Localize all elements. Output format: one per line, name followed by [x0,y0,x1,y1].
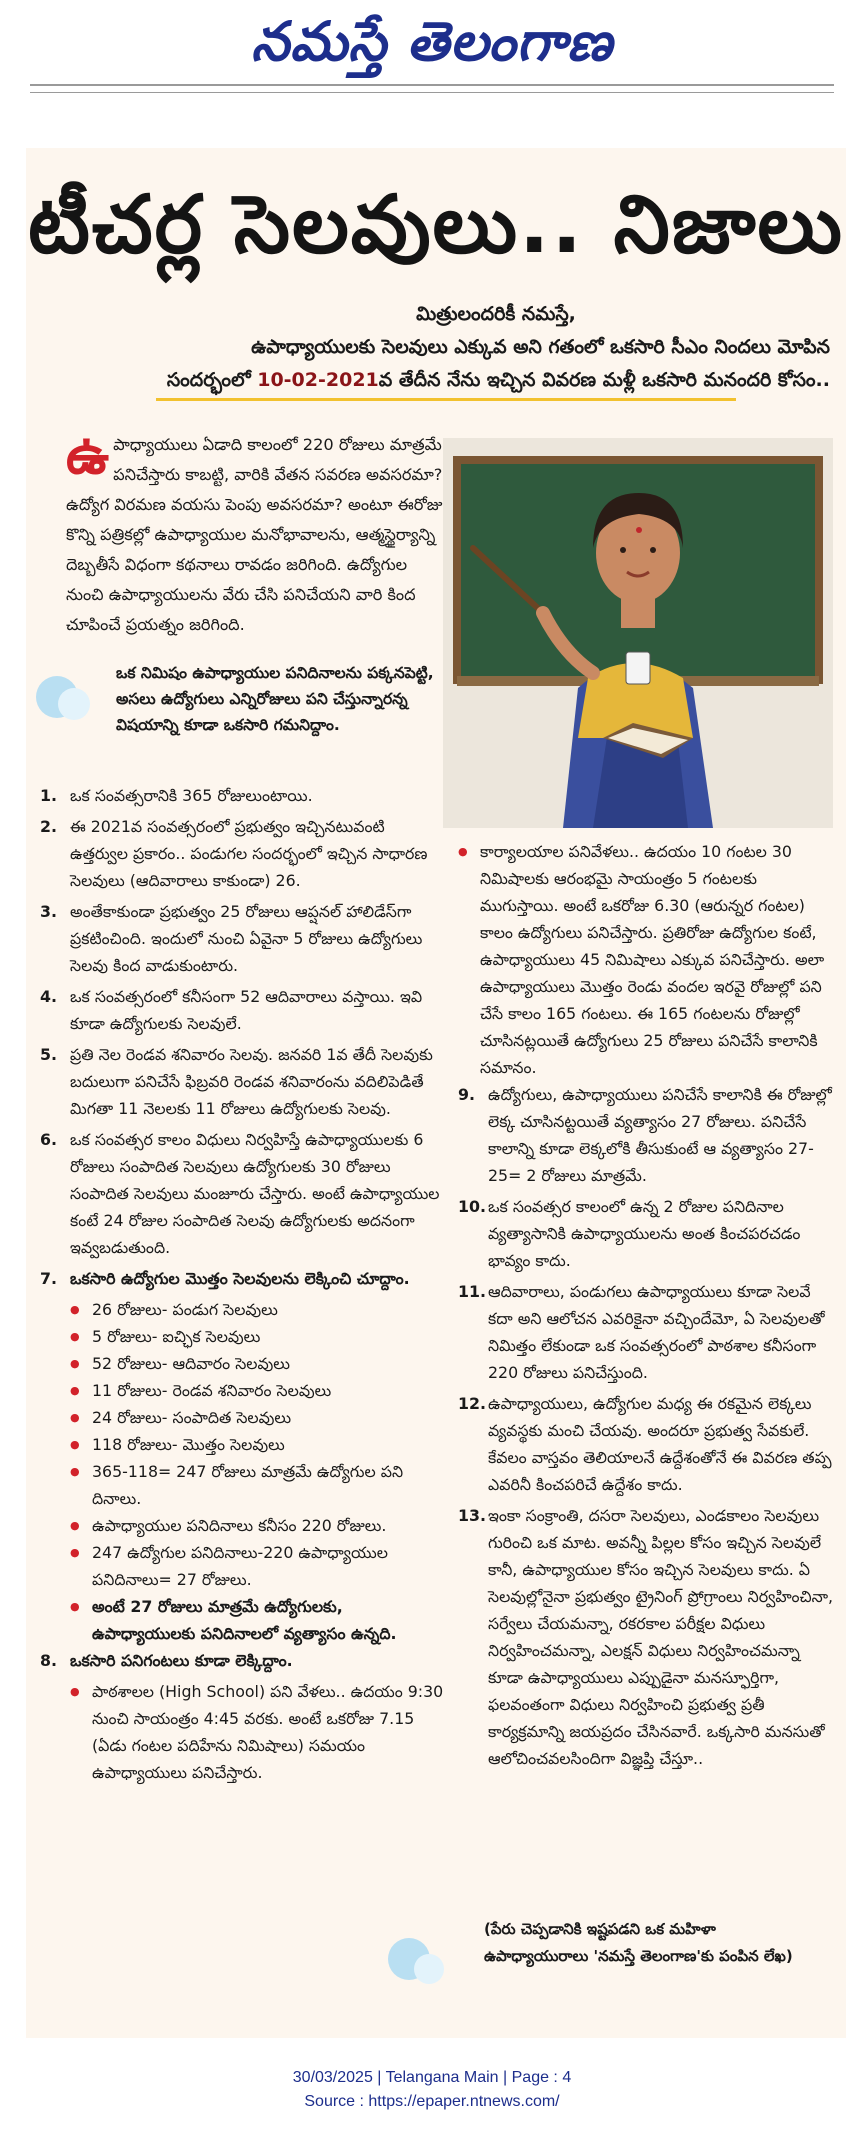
list-item [40,1647,445,1674]
bullet-icon: ● [70,1465,80,1478]
item-number: 10. [458,1197,486,1216]
teacher-drawing [443,438,833,828]
bullet-text: 365-118= 247 రోజులు మాత్రమే ఉద్యోగుల పని దినాలు. [92,1462,404,1508]
signoff: (పేరు చెప్పడానికి ఇష్టపడని ఒక మహిళా ఉపాధ్యాయురాలు 'నమస్తే తెలంగాణ'కు పంపిన లేఖ) [484,1920,793,1965]
intro-line-2: ఉపాధ్యాయులకు సెలవులు ఎక్కువ అని గతంలో ఒకసారి సీఎం నిందలు మోపిన [251,336,830,358]
footer-edition: 30/03/2025 | Telangana Main | Page : 4 [292,2069,572,2086]
bullet-icon: ● [70,1438,80,1451]
bullet-icon: ● [70,1384,80,1397]
item-text: ఆదివారాలు, పండుగలు ఉపాధ్యాయులు కూడా సెలవే కదా అని ఆలోచన ఎవరికైనా వచ్చిందేమో, ఏ సెలవులతో నిమిత్తం లేకుండా ఒక సంవత్సరంలో పాఠశాల కనీసంగా 220 రోజులు పనిచేస్తుంది. [488,1282,825,1382]
decor-bubble-small [414,1954,444,1984]
footer-source: Source : https://epaper.ntnews.com/ [304,2093,560,2110]
drop-cap: ఉ [66,423,110,486]
footer [0,2066,864,2114]
masthead-title: నమస్తే తెలంగాణ [251,10,613,73]
bullet-item [40,1678,445,1786]
bullet-text: 52 రోజులు- ఆదివారం సెలవులు [92,1354,290,1373]
bullet-icon: ● [458,845,468,858]
right-column [458,838,836,1776]
item-text: ఒక సంవత్సర కాలం విధులు నిర్వహిస్తే ఉపాధ్యాయులకు 6 రోజులు సంపాదిత సెలవులు ఉద్యోగులకు 30 రోజులు సంపాదిత సెలవులు మంజూరు చేస్తారు. అంటే ఉపాధ్యాయుల కంటే 24 రోజుల సంపాదిత సెలవు ఉద్యోగులకు అదనంగా ఇవ్వబడుతుంది. [70,1130,440,1257]
bullet-item [40,1458,445,1512]
bullet-icon: ● [70,1303,80,1316]
bullet-item [40,1539,445,1593]
intro-line-3 [26,364,846,397]
list-item [458,1390,836,1498]
masthead [0,0,864,120]
list-item [40,1265,445,1292]
item-text: అంతేకాకుండా ప్రభుత్వం 25 రోజులు ఆప్షనల్ హాలిడేస్‌గా ప్రకటించింది. ఇందులో నుంచి ఏవైనా 5 రోజులు ఉద్యోగులు సెలవు కింద వాడుకుంటారు. [70,902,423,975]
bullet-item [40,1512,445,1539]
item-number: 9. [458,1085,475,1104]
bullet-icon: ● [70,1357,80,1370]
masthead-rule-bottom [30,92,834,93]
bullet-icon: ● [70,1546,80,1559]
decor-bubble-small [58,688,90,720]
item-text: ఇంకా సంక్రాంతి, దసరా సెలవులు, ఎండకాలం సెలవులు గురించి ఒక మాట. అవన్నీ పిల్లల కోసం ఇచ్చిన సెలవులే కానీ, ఉపాధ్యాయుల కోసం ఇచ్చిన సెలవులు కాదు. ఏ సెలవుల్లోనైనా ప్రభుత్వం ట్రైనింగ్ ప్రోగ్రాంలు నిర్వహించినా, సర్వేలు చేయమన్నా, రకరకాల పరీక్షల విధులు నిర్వహించమన్నా, ఎలక్షన్ విధులు నిర్వహించమన్నా కూడా ఉపాధ్యాయులు ఎప్పుడైనా మనస్ఫూర్తిగా, ఫలవంతంగా విధులు నిర్వహించి ప్రభుత్వ ప్రతీ కార్యక్రమాన్ని జయప్రదం చేసినవారే. ఒక్కసారి మనసుతో ఆలోచించవలసిందిగా విజ్ఞప్తి చేస్తూ.. [488,1506,834,1768]
lede-paragraph [66,423,446,640]
item-number: 13. [458,1506,486,1525]
list-item [40,782,445,809]
note-box: ఒక నిమిషం ఉపాధ్యాయుల పనిదినాలను పక్కనపెట్టి, అసలు ఉద్యోగులు ఎన్నిరోజులు పని చేస్తున్నారన్న విషయాన్ని కూడా ఒకసారి గమనిద్దాం. [116,664,434,734]
bullet-text: ఉపాధ్యాయుల పనిదినాలు కనీసం 220 రోజులు. [92,1516,387,1535]
bullet-item [458,838,836,1081]
item-text: ఈ 2021వ సంవత్సరంలో ప్రభుత్వం ఇచ్చినటువంటి ఉత్తర్వుల ప్రకారం.. పండుగల సందర్భంలో ఇచ్చిన సాధారణ సెలవులు (ఆదివారాలు కాకుండా) 26. [70,817,428,890]
intro-line-3-pre: సందర్భంలో [166,369,258,391]
article [26,148,846,2038]
intro-underline [156,398,736,401]
masthead-rule-top [30,84,834,86]
item-number: 6. [40,1130,57,1149]
left-column [40,782,445,1786]
item-number: 11. [458,1282,486,1301]
item-text: ఉపాధ్యాయులు, ఉద్యోగుల మధ్య ఈ రకమైన లెక్కలు వ్యవస్థకు మంచి చేయవు. అందరూ ప్రభుత్వ సేవకులే. కేవలం వాస్తవం తెలియాలనే ఉద్దేశంతోనే ఈ వివరణ తప్ప ఎవరినీ కించపరిచే ఉద్దేశం కాదు. [488,1394,832,1494]
bullet-item [40,1593,445,1647]
item-number: 1. [40,786,57,805]
bullet-icon: ● [70,1330,80,1343]
lede-text: పాధ్యాయులు ఏడాది కాలంలో 220 రోజులు మాత్రమే పనిచేస్తారు కాబట్టి, వారికి వేతన సవరణ అవసరమా? ఉద్యోగ విరమణ వయసు పెంపు అవసరమా? అంటూ ఈరోజు కొన్ని పత్రికల్లో ఉపాధ్యాయుల మనోభావాలను, ఆత్మస్థైర్యాన్ని దెబ్బతీసే విధంగా కథనాలు రావడం జరిగింది. ఉద్యోగుల నుంచి ఉపాధ్యాయులను వేరు చేసి పనిచేయని వారి కింద చూపించే ప్రయత్నం జరిగింది. [66,435,443,634]
item-text: ప్రతి నెల రెండవ శనివారం సెలవు. జనవరి 1వ తేదీ సెలవుకు బదులుగా పనిచేసే ఫిబ్రవరి రెండవ శనివారంను వదిలిపెడితే మిగతా 11 నెలలకు 11 రోజులు ఉద్యోగులకు సెలవు. [70,1045,433,1118]
bullet-text: పాఠశాలల (High School) పని వేళలు.. ఉదయం 9:30 నుంచి సాయంత్రం 4:45 వరకు. అంటే ఒకరోజు 7.15 (ఏడు గంటల పదిహేను నిమిషాలు) సమయం ఉపాధ్యాయులు పనిచేస్తారు. [92,1682,444,1782]
bullet-icon: ● [70,1411,80,1424]
item-text: ఒక సంవత్సర కాలంలో ఉన్న 2 రోజుల పనిదినాల వ్యత్యాసానికి ఉపాధ్యాయులను అంత కించపరచడం భావ్యం కాదు. [488,1197,801,1270]
bullet-text: 118 రోజులు- మొత్తం సెలవులు [92,1435,285,1454]
item-text: ఒకసారి పనిగంటలు కూడా లెక్కిద్దాం. [70,1651,293,1670]
item-number: 5. [40,1045,57,1064]
bullet-item [40,1350,445,1377]
bullet-text: కార్యాలయాల పనివేళలు.. ఉదయం 10 గంటల 30 నిమిషాలకు ఆరంభమై సాయంత్రం 5 గంటలకు ముగుస్తాయి. అంటే ఒకరోజు 6.30 (ఆరున్నర గంటల) కాలం ఉద్యోగులు పనిచేస్తారు. ప్రతిరోజు ఉద్యోగుల కంటే, ఉపాధ్యాయులు 45 నిమిషాలు ఎక్కువ పనిచేస్తారు. అలా ఉపాధ్యాయులు మొత్తం రెండు వందల ఇరవై రోజుల్లో పని చేసే కాలం 165 గంటలు. ఈ 165 గంటలను రోజుల్లో చూసినట్లయితే ఉద్యోగులు 25 రోజులు పనిచేసే కాలానికి సమానం. [480,842,825,1077]
bullet-icon: ● [70,1600,80,1613]
list-item [40,898,445,979]
teacher-illustration [443,438,833,828]
item-text: ఒక సంవత్సరంలో కనీసంగా 52 ఆదివారాలు వస్తాయి. ఇవి కూడా ఉద్యోగులకు సెలవులే. [70,987,423,1033]
item-number: 8. [40,1651,57,1670]
intro [26,298,846,397]
bullet-text: 26 రోజులు- పండుగ సెలవులు [92,1300,278,1319]
item-number: 3. [40,902,57,921]
item-number: 2. [40,817,57,836]
list-item [40,983,445,1037]
list-item [40,813,445,894]
bullet-icon: ● [70,1685,80,1698]
item-text: ఒకసారి ఉద్యోగుల మొత్తం సెలవులను లెక్కించి చూద్దాం. [70,1269,410,1288]
bullet-text: అంటే 27 రోజులు మాత్రమే ఉద్యోగులకు, ఉపాధ్యాయులకు పనిదినాలలో వ్యత్యాసం ఉన్నది. [92,1597,397,1643]
list-item [40,1126,445,1261]
headline: టీచర్ల సెలవులు.. నిజాలు [28,178,844,271]
bullet-item [40,1296,445,1323]
list-item [458,1502,836,1772]
item-number: 12. [458,1394,486,1413]
bullet-item [40,1323,445,1350]
bullet-item [40,1404,445,1431]
item-text: ఒక సంవత్సరానికి 365 రోజులుంటాయి. [70,786,313,805]
bullet-text: 247 ఉద్యోగుల పనిదినాలు-220 ఉపాధ్యాయుల పనిదినాలు= 27 రోజులు. [92,1543,388,1589]
list-item [458,1193,836,1274]
list-item [458,1081,836,1189]
bullet-item [40,1377,445,1404]
intro-greeting: మిత్రులందరికీ నమస్తే, [416,303,576,325]
bullet-item [40,1431,445,1458]
intro-date: 10-02-2021 [257,369,379,391]
bullet-icon: ● [70,1519,80,1532]
list-item [40,1041,445,1122]
bullet-text: 24 రోజులు- సంపాదిత సెలవులు [92,1408,292,1427]
intro-line-3-post: వ తేదీన నేను ఇచ్చిన వివరణ మళ్లీ ఒకసారి మనందరి కోసం.. [378,369,830,391]
bullet-text: 5 రోజులు- ఐచ్ఛిక సెలవులు [92,1327,261,1346]
item-number: 7. [40,1269,57,1288]
item-text: ఉద్యోగులు, ఉపాధ్యాయులు పనిచేసే కాలానికి ఈ రోజుల్లో లెక్క చూసినట్టయితే వ్యత్యాసం 27 రోజులు. పనిచేసే కాలాన్ని కూడా లెక్కలోకి తీసుకుంటే ఆ వ్యత్యాసం 27-25= 2 రోజులు మాత్రమే. [488,1085,832,1185]
item-number: 4. [40,987,57,1006]
bullet-text: 11 రోజులు- రెండవ శనివారం సెలవులు [92,1381,332,1400]
list-item [458,1278,836,1386]
